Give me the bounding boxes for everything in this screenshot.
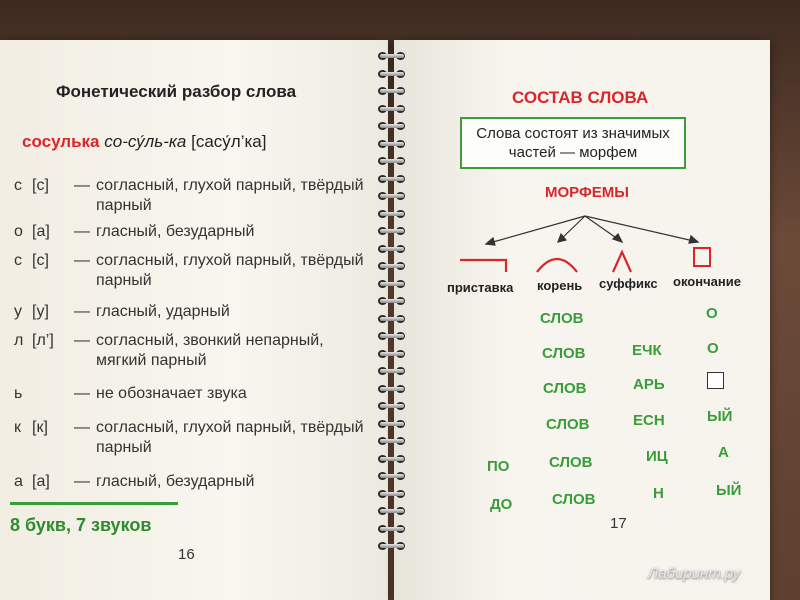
spiral-ring bbox=[372, 472, 410, 480]
definition-box bbox=[460, 117, 686, 169]
spiral-ring bbox=[372, 542, 410, 550]
row-dash: — bbox=[74, 332, 90, 349]
row-letter: л bbox=[14, 332, 24, 349]
row-description: согласный, глухой парный, твёрдый парный bbox=[96, 419, 364, 456]
spiral-ring bbox=[372, 332, 410, 340]
morpheme-label-root: корень bbox=[537, 278, 583, 293]
row-description: согласный, глухой парный, твёрдый парный bbox=[96, 177, 364, 214]
example-ending: А bbox=[718, 444, 729, 461]
spiral-ring bbox=[372, 315, 410, 323]
morpheme-label-ending: окончание bbox=[673, 274, 741, 289]
spiral-ring bbox=[372, 350, 410, 358]
arrow-to-ending bbox=[585, 216, 698, 242]
row-sound: [а] bbox=[32, 223, 50, 240]
spiral-ring bbox=[372, 227, 410, 235]
row-letter: ь bbox=[14, 385, 23, 402]
syllable-split: со-су́ль-ка bbox=[104, 132, 187, 151]
page-number-left: 16 bbox=[178, 546, 195, 563]
suffix-caret-icon bbox=[613, 252, 631, 272]
example-root: СЛОВ bbox=[540, 310, 584, 327]
example-ending: О bbox=[706, 305, 718, 322]
word-line bbox=[22, 132, 266, 152]
spiral-ring bbox=[372, 262, 410, 270]
page-number-right: 17 bbox=[610, 515, 627, 532]
spiral-binding bbox=[372, 52, 410, 572]
example-suffix: ИЦ bbox=[646, 448, 668, 465]
row-dash: — bbox=[74, 419, 90, 436]
row-sound: [а] bbox=[32, 473, 50, 490]
spiral-ring bbox=[372, 140, 410, 148]
spiral-ring bbox=[372, 402, 410, 410]
root-arc-icon bbox=[537, 259, 577, 272]
example-suffix: АРЬ bbox=[633, 376, 665, 393]
spiral-ring bbox=[372, 420, 410, 428]
example-suffix: Н bbox=[653, 485, 664, 502]
analyzed-word: сосулька bbox=[22, 132, 100, 151]
example-prefix: ДО bbox=[490, 496, 513, 513]
spiral-ring bbox=[372, 507, 410, 515]
example-root: СЛОВ bbox=[549, 454, 593, 471]
row-sound: [с] bbox=[32, 177, 49, 194]
spiral-ring bbox=[372, 175, 410, 183]
example-ending: ЫЙ bbox=[707, 408, 733, 425]
row-dash: — bbox=[74, 252, 90, 269]
row-letter: о bbox=[14, 223, 23, 240]
phonetic-title: Фонетический разбор слова bbox=[56, 82, 297, 101]
row-description: согласный, звонкий непарный, мягкий парный bbox=[96, 332, 324, 369]
definition-text: Слова состоят из значимых частей — морфем bbox=[476, 125, 670, 161]
spiral-ring bbox=[372, 210, 410, 218]
row-sound: [л’] bbox=[32, 332, 54, 349]
spiral-ring bbox=[372, 490, 410, 498]
transcription: [сасу́л’ка] bbox=[191, 132, 267, 151]
morpheme-diagram bbox=[440, 200, 780, 280]
spiral-ring bbox=[372, 367, 410, 375]
spiral-ring bbox=[372, 437, 410, 445]
spiral-ring bbox=[372, 280, 410, 288]
morpheme-label-suffix: суффикс bbox=[599, 276, 658, 291]
row-description: гласный, ударный bbox=[96, 303, 230, 320]
row-dash: — bbox=[74, 223, 90, 240]
example-root: СЛОВ bbox=[542, 345, 586, 362]
morpheme-label-prefix: приставка bbox=[447, 280, 514, 295]
example-suffix: ЕЧК bbox=[632, 342, 662, 359]
empty-ending-icon bbox=[707, 372, 724, 389]
row-description: не обозначает звука bbox=[96, 385, 247, 402]
row-letter: с bbox=[14, 252, 22, 269]
row-description: согласный, глухой парный, твёрдый парный bbox=[96, 252, 364, 289]
row-letter: с bbox=[14, 177, 22, 194]
row-letter: к bbox=[14, 419, 21, 436]
spiral-ring bbox=[372, 455, 410, 463]
spiral-ring bbox=[372, 157, 410, 165]
prefix-symbol-icon bbox=[460, 260, 506, 272]
letter-sound-summary: 8 букв, 7 звуков bbox=[10, 515, 152, 535]
spiral-ring bbox=[372, 245, 410, 253]
spiral-ring bbox=[372, 105, 410, 113]
row-sound: [с] bbox=[32, 252, 49, 269]
spiral-ring bbox=[372, 70, 410, 78]
row-dash: — bbox=[74, 385, 90, 402]
row-description: гласный, безударный bbox=[96, 223, 255, 240]
example-ending: ЫЙ bbox=[716, 482, 742, 499]
ending-square-icon bbox=[694, 248, 710, 266]
example-root: СЛОВ bbox=[546, 416, 590, 433]
row-sound: [к] bbox=[32, 419, 48, 436]
summary-divider bbox=[10, 502, 178, 505]
row-letter: а bbox=[14, 473, 23, 490]
row-letter: у bbox=[14, 303, 22, 320]
spiral-ring bbox=[372, 192, 410, 200]
spiral-ring bbox=[372, 385, 410, 393]
example-prefix: ПО bbox=[487, 458, 510, 475]
spiral-ring bbox=[372, 87, 410, 95]
example-root: СЛОВ bbox=[543, 380, 587, 397]
row-dash: — bbox=[74, 177, 90, 194]
watermark-logo: Лабиринт.ру bbox=[648, 565, 741, 582]
word-structure-title: СОСТАВ СЛОВА bbox=[512, 88, 649, 107]
example-suffix: ЕСН bbox=[633, 412, 665, 429]
row-dash: — bbox=[74, 303, 90, 320]
row-description: гласный, безударный bbox=[96, 473, 255, 490]
example-root: СЛОВ bbox=[552, 491, 596, 508]
spiral-ring bbox=[372, 297, 410, 305]
row-dash: — bbox=[74, 473, 90, 490]
spiral-ring bbox=[372, 122, 410, 130]
spiral-ring bbox=[372, 52, 410, 60]
example-ending: О bbox=[707, 340, 719, 357]
row-sound: [у] bbox=[32, 303, 49, 320]
morphemes-title: МОРФЕМЫ bbox=[545, 184, 629, 201]
spiral-ring bbox=[372, 525, 410, 533]
